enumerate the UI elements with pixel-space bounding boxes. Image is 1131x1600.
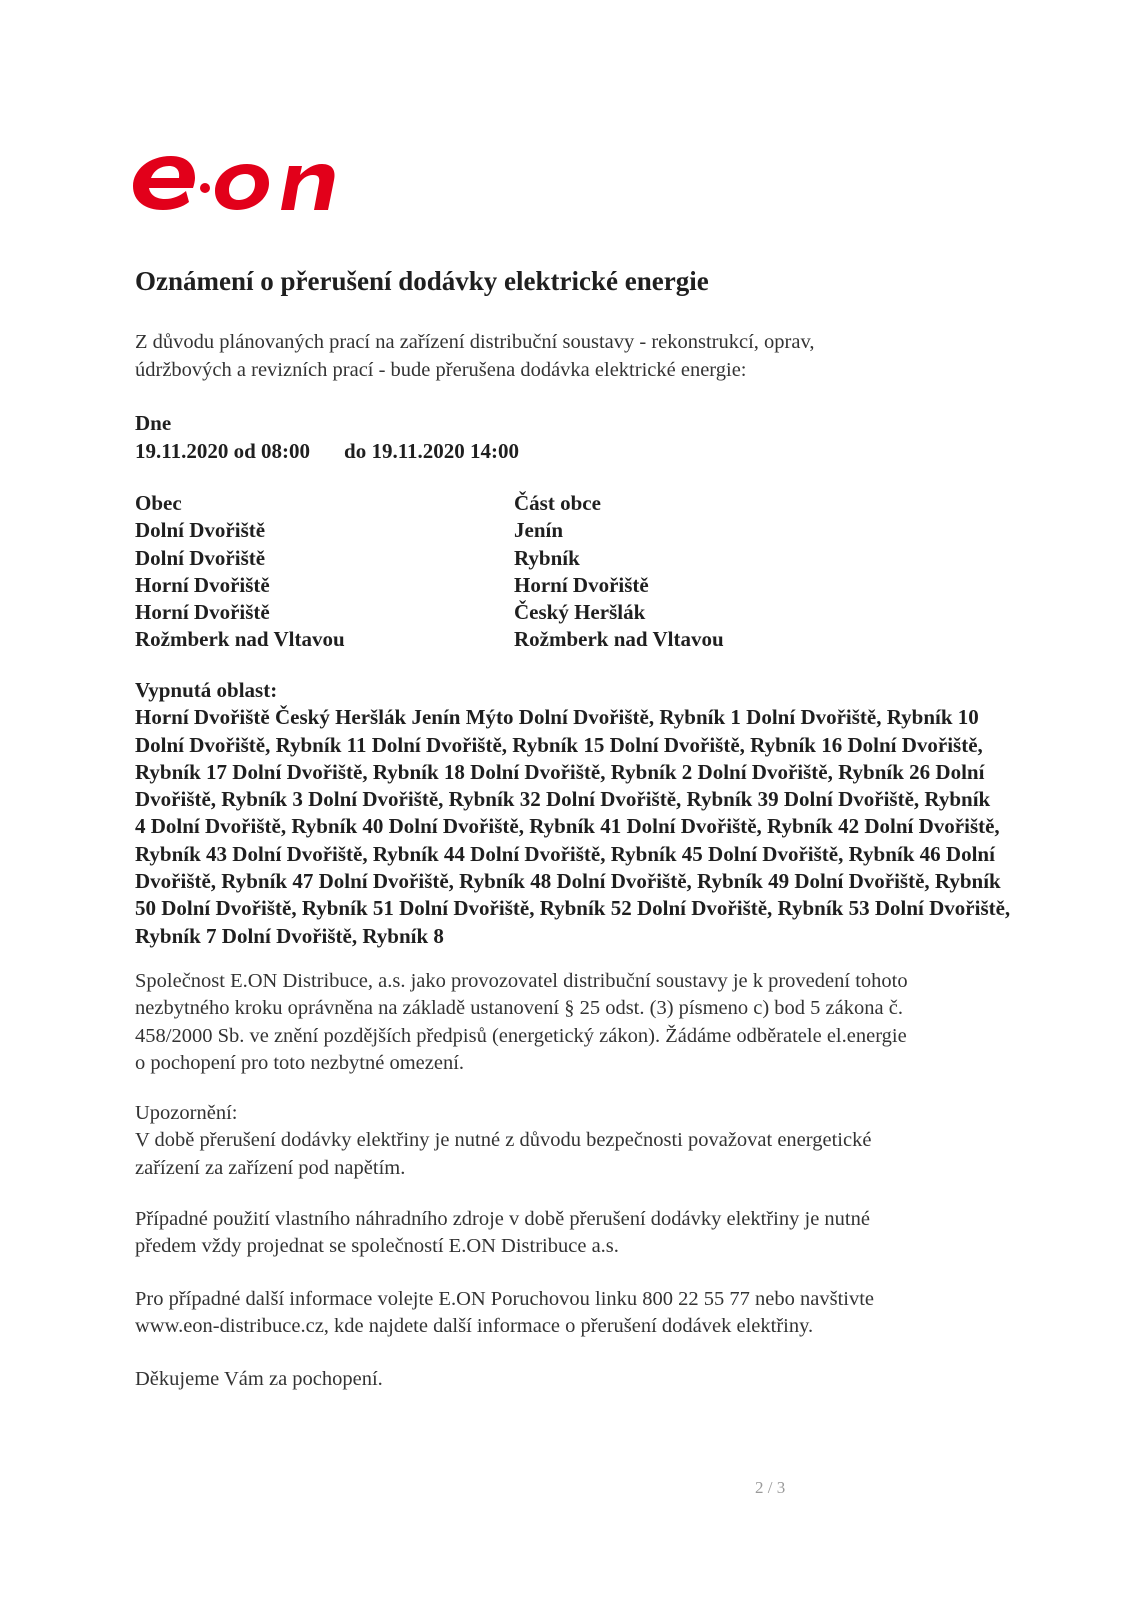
locations-row: [135, 626, 835, 653]
location-part: Horní Dvořiště: [514, 572, 649, 597]
area-line: Rybník 17 Dolní Dvořiště, Rybník 18 Dolní Dvořiště, Rybník 2 Dolní Dvořiště, Rybník 26 Dolní: [135, 759, 985, 784]
header-obec: Obec: [135, 491, 182, 515]
location-part: Jenín: [514, 518, 564, 543]
generator-paragraph: [135, 1206, 1035, 1261]
date-from: 19.11.2020 od 08:00: [135, 438, 311, 463]
warning-paragraph: [135, 1100, 1035, 1182]
legal-line: o pochopení pro toto nezbytné omezení.: [135, 1051, 465, 1074]
legal-line: 458/2000 Sb. ve znění pozdějších předpisů (energetický zákon). Žádáme odběratele el.energie: [135, 1024, 907, 1047]
legal-line: nezbytného kroku oprávněna na základě ustanovení § 25 odst. (3) písmeno c) bod 5 zákona č.: [135, 997, 903, 1020]
area-line: 4 Dolní Dvořiště, Rybník 40 Dolní Dvořiště, Rybník 41 Dolní Dvořiště, Rybník 42 Dolní Dvořiště,: [135, 814, 1000, 839]
legal-paragraph: [135, 968, 1035, 1077]
location-part: Rybník: [514, 545, 580, 570]
area-line: Rybník 43 Dolní Dvořiště, Rybník 44 Dolní Dvořiště, Rybník 45 Dolní Dvořiště, Rybník 46 Dolní: [135, 841, 995, 866]
intro-line: údržbových a revizních prací - bude přerušena dodávka elektrické energie:: [135, 358, 747, 381]
location-municipality: Horní Dvořiště: [135, 572, 270, 597]
warning-line: zařízení za zařízení pod napětím.: [135, 1156, 406, 1179]
area-line: Horní Dvořiště Český Heršlák Jenín Mýto Dolní Dvořiště, Rybník 1 Dolní Dvořiště, Rybník 10: [135, 705, 979, 730]
area-line: Dvořiště, Rybník 3 Dolní Dvořiště, Rybník 32 Dolní Dvořiště, Rybník 39 Dolní Dvořiště, Rybník: [135, 787, 991, 812]
header-cast-obce: Část obce: [514, 491, 601, 515]
info-line: www.eon-distribuce.cz, kde najdete další informace o přerušení dodávek elektřiny.: [135, 1315, 814, 1338]
area-line: 50 Dolní Dvořiště, Rybník 51 Dolní Dvořiště, Rybník 52 Dolní Dvořiště, Rybník 53 Dolní Dvořiště,: [135, 896, 1011, 921]
date-to: do 19.11.2020 14:00: [344, 438, 520, 463]
thanks-paragraph: [135, 1366, 1035, 1393]
location-part: Český Heršlák: [514, 600, 646, 625]
locations-row: [135, 545, 835, 572]
intro-paragraph: [135, 329, 935, 384]
legal-line: Společnost E.ON Distribuce, a.s. jako provozovatel distribuční soustavy je k provedení tohoto: [135, 970, 908, 992]
thanks-line: Děkujeme Vám za pochopení.: [135, 1368, 383, 1390]
location-municipality: Rožmberk nad Vltavou: [135, 627, 345, 652]
location-part: Rožmberk nad Vltavou: [514, 627, 724, 652]
locations-row: [135, 517, 835, 544]
generator-line: předem vždy projednat se společností E.ON Distribuce a.s.: [135, 1235, 619, 1258]
warning-line: V době přerušení dodávky elektřiny je nutné z důvodu bezpečnosti považovat energetické: [135, 1129, 872, 1152]
locations-table: [135, 490, 835, 654]
locations-row: [135, 572, 835, 599]
intro-line: Z důvodu plánovaných prací na zařízení distribuční soustavy - rekonstrukcí, oprav,: [135, 331, 815, 353]
dates-range: [135, 438, 519, 466]
area-label: Vypnutá oblast:: [135, 678, 278, 702]
locations-header-row: [135, 490, 835, 517]
outage-dates: [135, 410, 519, 465]
info-paragraph: [135, 1286, 1035, 1341]
location-municipality: Horní Dvořiště: [135, 600, 270, 625]
affected-area: [135, 677, 1095, 950]
generator-line: Případné použití vlastního náhradního zdroje v době přerušení dodávky elektřiny je nutné: [135, 1208, 870, 1230]
area-line: Rybník 7 Dolní Dvořiště, Rybník 8: [135, 923, 444, 948]
info-line: Pro případné další informace volejte E.ON Poruchovou linku 800 22 55 77 nebo navštivte: [135, 1288, 875, 1310]
eon-logo-graphic: [131, 148, 336, 212]
page-number: 2 / 3: [755, 1478, 786, 1497]
area-line: Dvořiště, Rybník 47 Dolní Dvořiště, Rybník 48 Dolní Dvořiště, Rybník 49 Dolní Dvořiště, Rybník: [135, 869, 1001, 894]
location-municipality: Dolní Dvořiště: [135, 545, 266, 570]
page-title: Oznámení o přerušení dodávky elektrické energie: [135, 266, 709, 296]
eon-logo: [131, 148, 336, 212]
warning-heading: Upozornění:: [135, 1102, 238, 1124]
area-line: Dolní Dvořiště, Rybník 11 Dolní Dvořiště, Rybník 15 Dolní Dvořiště, Rybník 16 Dolní Dvořiště,: [135, 732, 983, 757]
locations-row: [135, 599, 835, 626]
dates-label: Dne: [135, 411, 172, 435]
location-municipality: Dolní Dvořiště: [135, 518, 266, 543]
